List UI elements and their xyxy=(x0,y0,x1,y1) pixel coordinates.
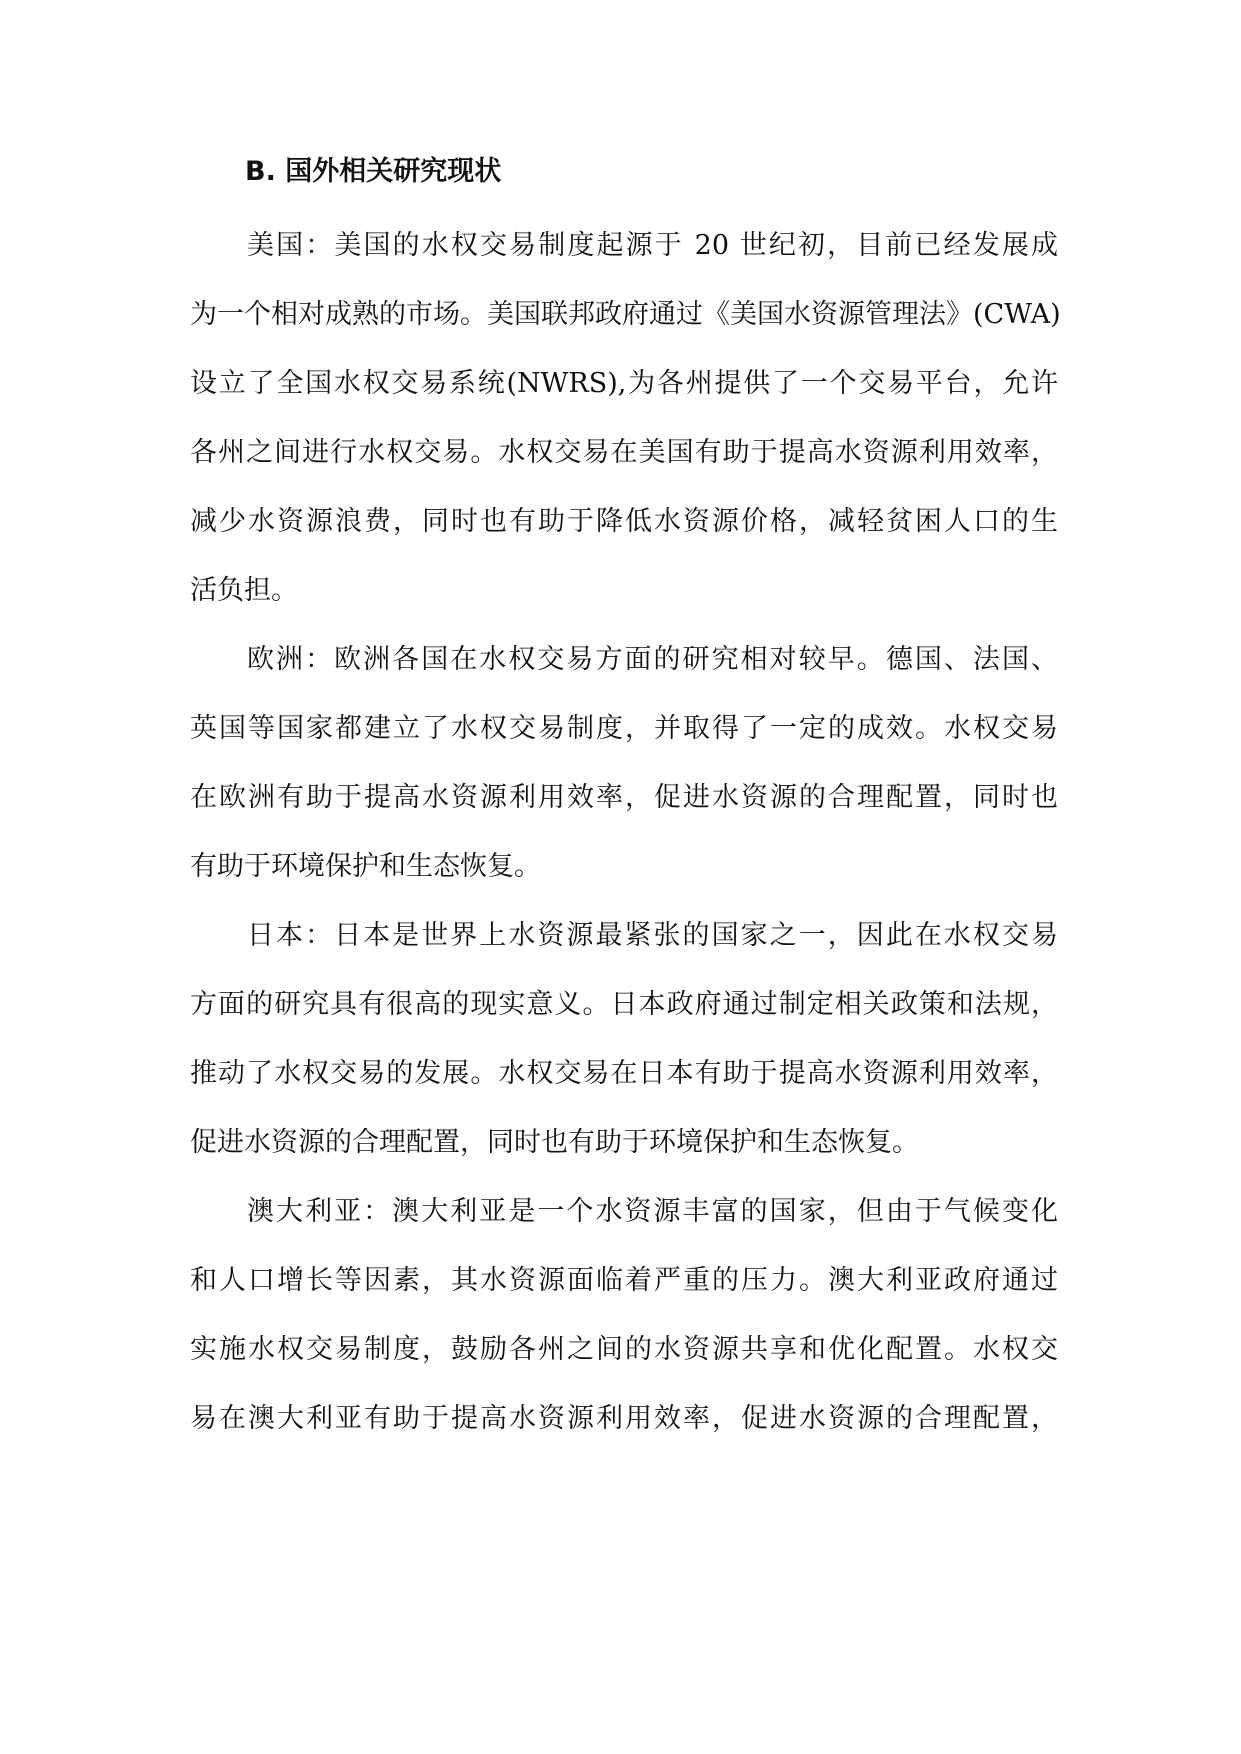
paragraph-japan-line-1: 日本：日本是世界上水资源最紧张的国家之一，因此在水权交易 xyxy=(247,920,1058,951)
paragraph-usa-line-2: 为一个相对成熟的市场。美国联邦政府通过《美国水资源管理法》(CWA) xyxy=(190,299,1061,330)
paragraph-usa-line-3: 设立了全国水权交易系统(NWRS),为各州提供了一个交易平台，允许 xyxy=(190,368,1058,399)
paragraph-europe-line-4: 有助于环境保护和生态恢复。 xyxy=(190,851,541,882)
paragraph-usa-line-6: 活负担。 xyxy=(190,575,298,606)
paragraph-japan-line-2: 方面的研究具有很高的现实意义。日本政府通过制定相关政策和法规， xyxy=(190,989,1058,1020)
paragraph-usa-line-4: 各州之间进行水权交易。水权交易在美国有助于提高水资源利用效率， xyxy=(190,437,1058,468)
paragraph-usa-line-1: 美国：美国的水权交易制度起源于 20 世纪初，目前已经发展成 xyxy=(247,230,1058,261)
paragraph-europe-line-2: 英国等国家都建立了水权交易制度，并取得了一定的成效。水权交易 xyxy=(190,713,1058,744)
paragraph-usa-line-5: 减少水资源浪费，同时也有助于降低水资源价格，减轻贫困人口的生 xyxy=(190,506,1058,537)
paragraph-australia-line-1: 澳大利亚：澳大利亚是一个水资源丰富的国家，但由于气候变化 xyxy=(247,1196,1058,1227)
paragraph-australia-line-3: 实施水权交易制度，鼓励各州之间的水资源共享和优化配置。水权交 xyxy=(190,1334,1058,1365)
paragraph-europe-line-1: 欧洲：欧洲各国在水权交易方面的研究相对较早。德国、法国、 xyxy=(247,644,1058,675)
paragraph-europe-line-3: 在欧洲有助于提高水资源利用效率，促进水资源的合理配置，同时也 xyxy=(190,782,1058,813)
paragraph-japan-line-4: 促进水资源的合理配置，同时也有助于环境保护和生态恢复。 xyxy=(190,1127,919,1158)
paragraph-japan-line-3: 推动了水权交易的发展。水权交易在日本有助于提高水资源利用效率， xyxy=(190,1058,1058,1089)
paragraph-australia-line-2: 和人口增长等因素，其水资源面临着严重的压力。澳大利亚政府通过 xyxy=(190,1265,1058,1296)
paragraph-australia-line-4: 易在澳大利亚有助于提高水资源利用效率，促进水资源的合理配置， xyxy=(190,1403,1058,1434)
section-heading: B. 国外相关研究现状 xyxy=(245,156,502,187)
